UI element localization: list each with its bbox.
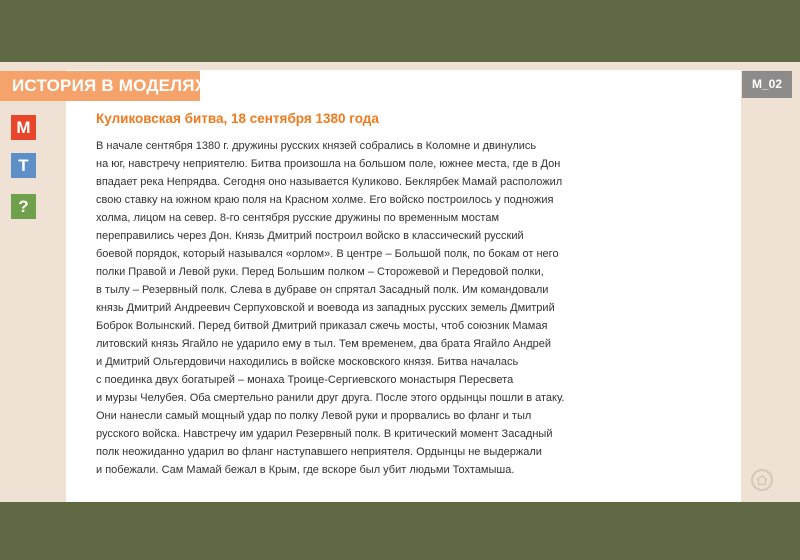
article-line: впадает река Непрядва. Сегодня оно называется Куликово. Беклярбек Мамай расположил bbox=[96, 176, 563, 188]
article-line: и Дмитрий Ольгердовичи находились в войске московского князя. Битва началась bbox=[96, 356, 519, 368]
article-line: литовский князь Ягайло не ударило ему в тыл. Тем временем, два брата Ягайло Андрей bbox=[96, 338, 552, 350]
article-line: на юг, навстречу неприятелю. Битва произошла на большом поле, южнее места, где в Дон bbox=[96, 158, 561, 170]
app-title-banner: ИСТОРИЯ В МОДЕЛЯХ bbox=[0, 71, 200, 101]
article-line: Они нанесли самый мощный удар по полку Левой руки и прорвались во фланг и тыл bbox=[96, 410, 532, 422]
module-code-badge: M_02 bbox=[742, 71, 792, 98]
article-line: холма, лицом на север. 8-го сентября русские дружины по временным мостам bbox=[96, 212, 500, 224]
article-line: боевой порядок, который назывался «орлом». В центре – Большой полк, по бокам от него bbox=[96, 248, 559, 260]
article-line: с поединка двух богатырей – монаха Троице-Сергиевского монастыря Пересвета bbox=[96, 374, 514, 386]
home-icon bbox=[756, 474, 768, 486]
article-line: в тылу – Резервный полк. Слева в дубраве он спрятал Засадный полк. Им командовали bbox=[96, 284, 549, 296]
article-line: и мурзы Челубея. Оба смертельно ранили друг друга. После этого ордынцы пошли в атаку. bbox=[96, 392, 565, 404]
article-heading: Куликовская битва, 18 сентября 1380 года bbox=[96, 111, 379, 126]
help-button[interactable]: ? bbox=[11, 194, 36, 219]
article-line: свою ставку на южном краю поля на Красном холме. Его войско построилось у подножия bbox=[96, 194, 554, 206]
article-line: и побежали. Сам Мамай бежал в Крым, где вскоре был убит людьми Тохтамыша. bbox=[96, 464, 515, 476]
top-band bbox=[0, 0, 800, 62]
materials-button[interactable]: М bbox=[11, 115, 36, 140]
article-line: князь Дмитрий Андреевич Серпуховской и воевода из западных русских земель Дмитрий bbox=[96, 302, 555, 314]
text-button[interactable]: Т bbox=[11, 153, 36, 178]
article-line: полк неожиданно ударил во фланг наступавшего неприятеля. Ордынцы не выдержали bbox=[96, 446, 542, 458]
bottom-band bbox=[0, 502, 800, 560]
article-line: Боброк Волынский. Перед битвой Дмитрий приказал сжечь мосты, чтоб союзник Мамая bbox=[96, 320, 548, 332]
article-line: полки Правой и Левой руки. Перед Большим полком – Сторожевой и Передовой полки, bbox=[96, 266, 544, 278]
article-line: переправились через Дон. Князь Дмитрий построил войско в классический русский bbox=[96, 230, 524, 242]
article-body bbox=[96, 137, 616, 479]
home-button[interactable] bbox=[751, 469, 773, 491]
article-line: В начале сентября 1380 г. дружины русских князей собрались в Коломне и двинулись bbox=[96, 140, 537, 152]
article-line: русского войска. Навстречу им ударил Резервный полк. В критический момент Засадный bbox=[96, 428, 553, 440]
